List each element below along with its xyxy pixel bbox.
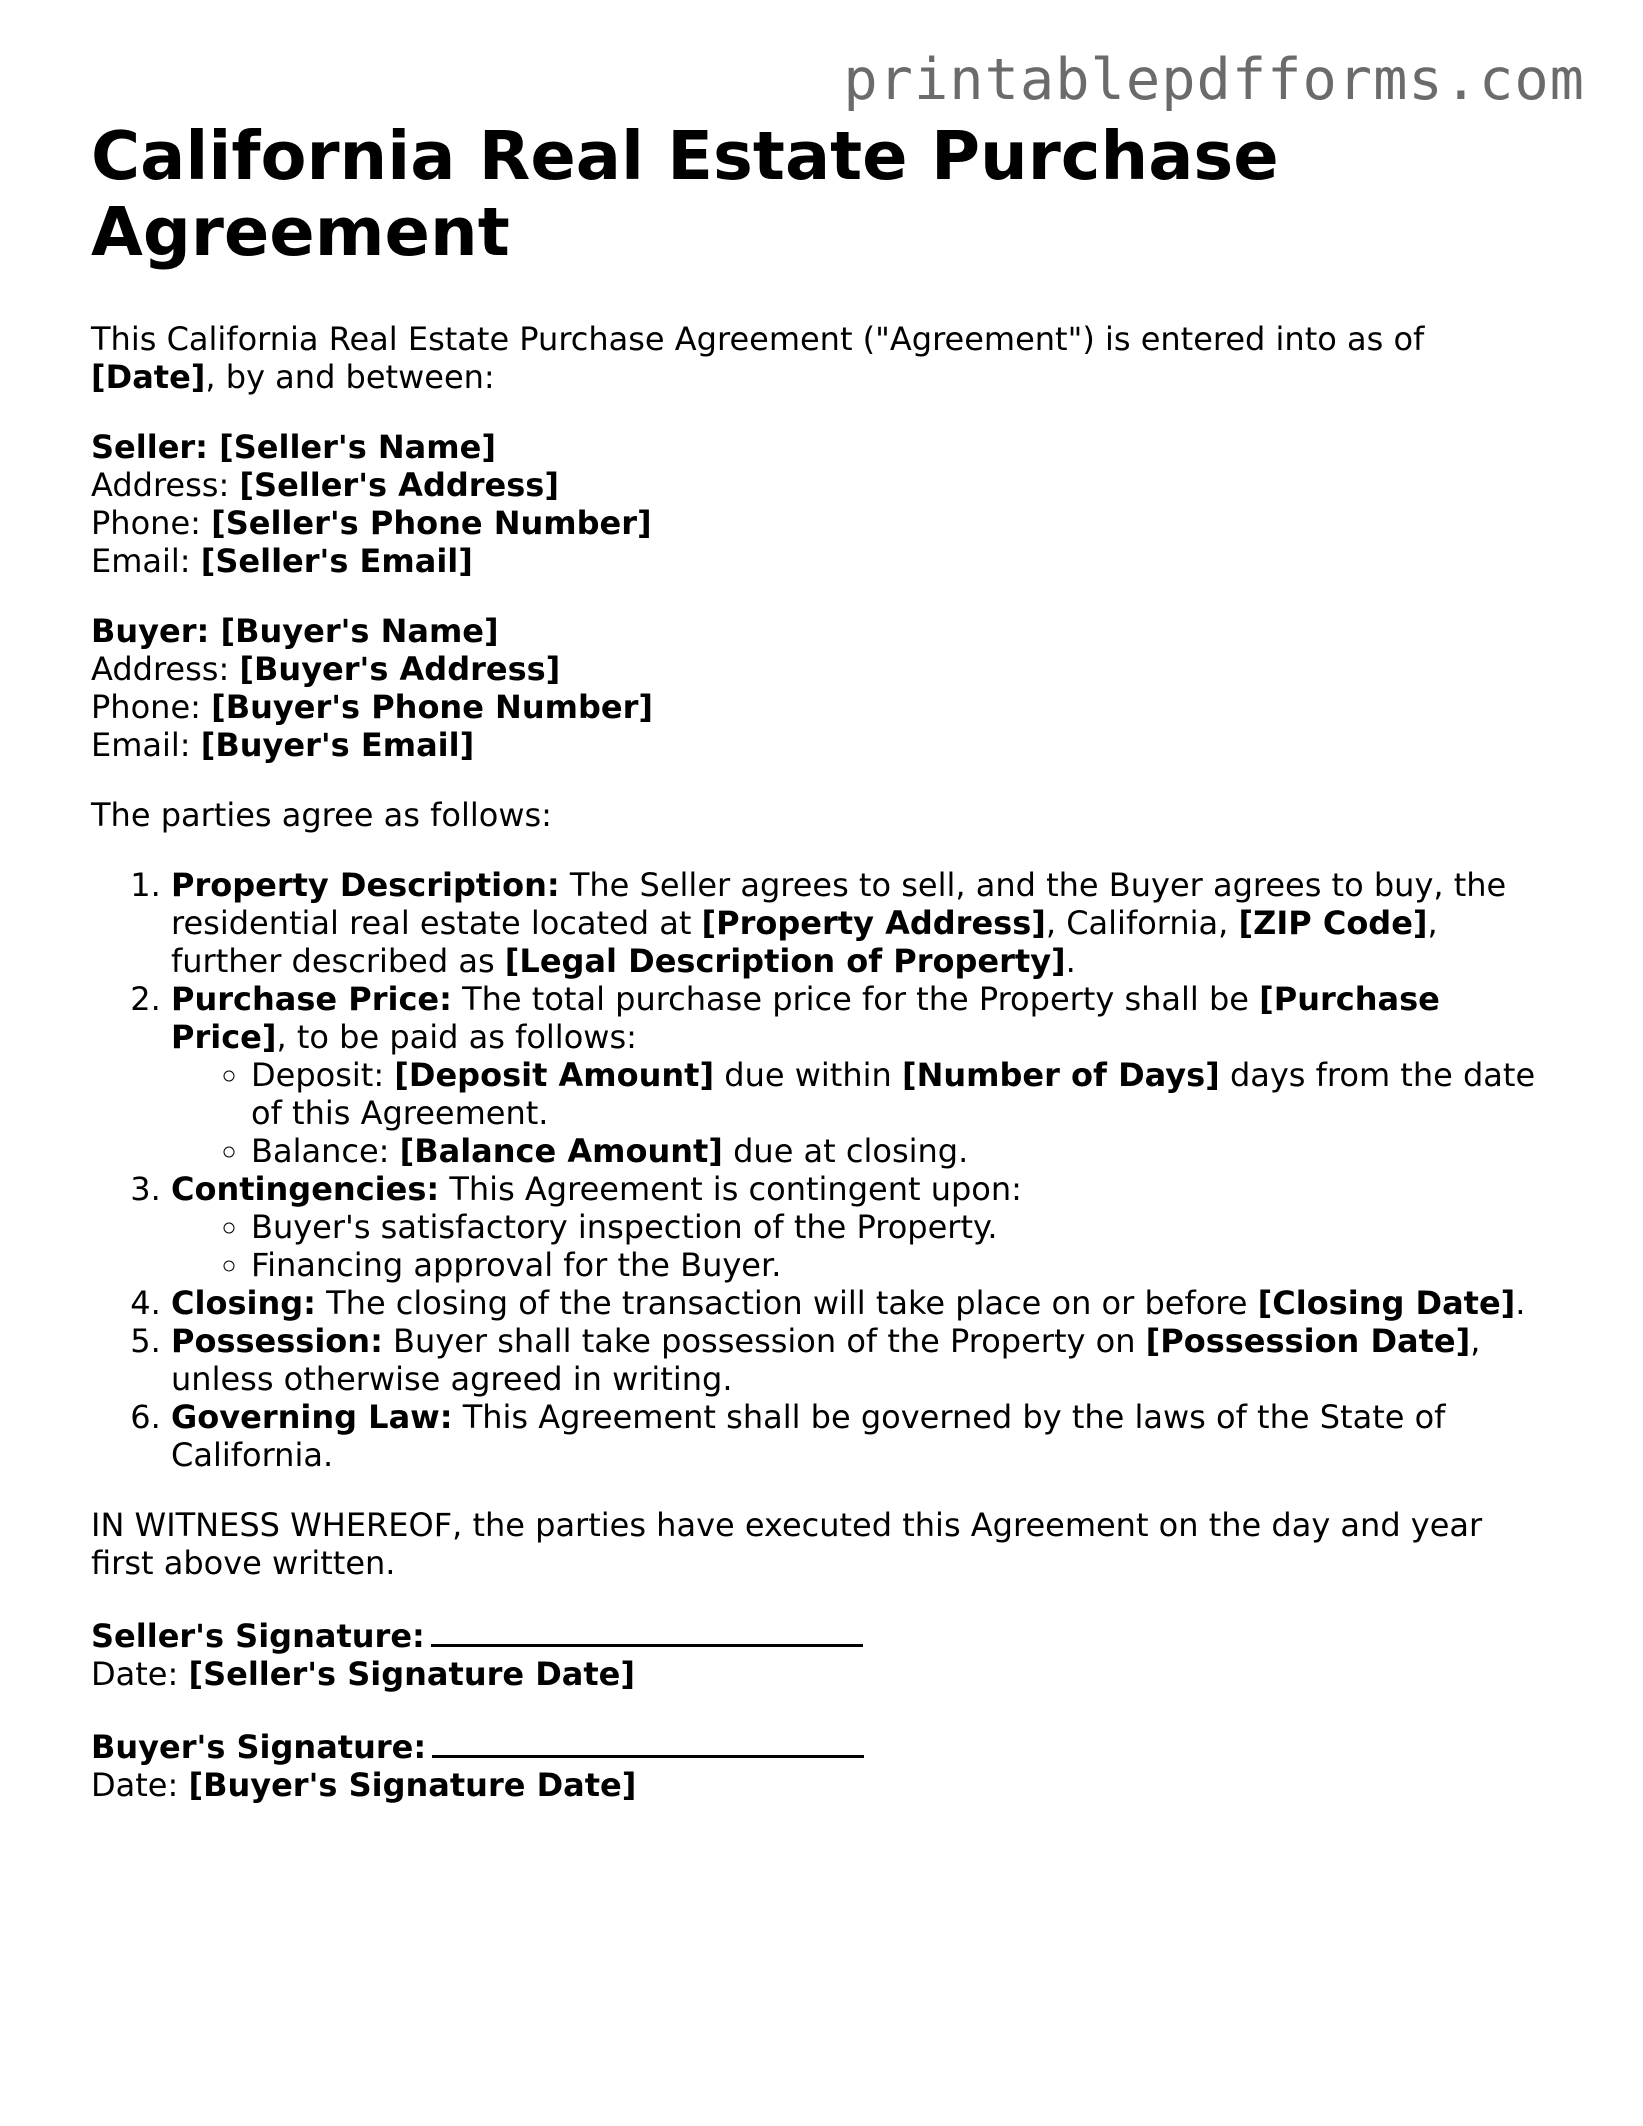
balance-label: Balance: bbox=[251, 1132, 400, 1170]
buyer-address-field: [Buyer's Address] bbox=[239, 650, 561, 688]
legal-description-field: [Legal Description of Property] bbox=[504, 942, 1066, 980]
number-of-days-field: [Number of Days] bbox=[901, 1056, 1220, 1094]
term-heading: Possession: bbox=[171, 1322, 383, 1360]
term-text: Buyer shall take possession of the Property on bbox=[382, 1322, 1146, 1360]
term-purchase-price bbox=[171, 980, 1551, 1170]
seller-signature-label: Seller's Signature: bbox=[91, 1617, 425, 1655]
seller-signature-block bbox=[91, 1614, 1551, 1693]
seller-phone-label: Phone: bbox=[91, 504, 212, 542]
term-property-description bbox=[171, 866, 1551, 980]
seller-signature-date-field: [Seller's Signature Date] bbox=[188, 1655, 635, 1693]
seller-signature-line bbox=[91, 1614, 1551, 1655]
document-page bbox=[91, 118, 1551, 1836]
buyer-name-line bbox=[91, 612, 1551, 650]
buyer-name-field: [Buyer's Name] bbox=[220, 612, 499, 650]
term-text: , further described as bbox=[171, 904, 1438, 980]
buyer-address-line bbox=[91, 650, 1551, 688]
term-text: This Agreement shall be governed by the laws of the State of California. bbox=[171, 1398, 1446, 1474]
buyer-phone-label: Phone: bbox=[91, 688, 212, 726]
witness-paragraph: IN WITNESS WHEREOF, the parties have executed this Agreement on the day and year first above written. bbox=[91, 1506, 1483, 1582]
term-text: The total purchase price for the Property shall be bbox=[451, 980, 1260, 1018]
buyer-address-label: Address: bbox=[91, 650, 240, 688]
term-text: , unless otherwise agreed in writing. bbox=[171, 1322, 1481, 1398]
closing-date-field: [Closing Date] bbox=[1257, 1284, 1516, 1322]
buyer-phone-field: [Buyer's Phone Number] bbox=[211, 688, 653, 726]
seller-signature-field[interactable] bbox=[431, 1614, 863, 1647]
seller-email-line bbox=[91, 542, 1551, 580]
zip-code-field: [ZIP Code] bbox=[1238, 904, 1428, 942]
balance-item bbox=[251, 1132, 1551, 1170]
seller-label: Seller: bbox=[91, 428, 220, 466]
term-closing bbox=[171, 1284, 1551, 1322]
payment-sublist bbox=[171, 1056, 1551, 1170]
seller-date-line bbox=[91, 1655, 1551, 1693]
term-governing-law bbox=[171, 1398, 1551, 1474]
intro-text-after: , by and between: bbox=[205, 358, 495, 396]
contingency-item: ◦ Buyer's satisfactory inspection of the Property. bbox=[251, 1208, 1551, 1246]
seller-address-label: Address: bbox=[91, 466, 240, 504]
term-text: days from the date of this Agreement. bbox=[251, 1056, 1536, 1132]
term-heading: Contingencies: bbox=[171, 1170, 440, 1208]
buyer-email-field: [Buyer's Email] bbox=[200, 726, 475, 764]
intro-text-before: This California Real Estate Purchase Agreement ("Agreement") is entered into as of bbox=[91, 320, 1425, 358]
buyer-info bbox=[91, 612, 1551, 764]
term-text: . bbox=[1065, 942, 1076, 980]
buyer-email-label: Email: bbox=[91, 726, 201, 764]
term-heading: Closing: bbox=[171, 1284, 316, 1322]
term-heading: Purchase Price: bbox=[171, 980, 452, 1018]
purchase-price-field: [Purchase Price] bbox=[171, 980, 1440, 1056]
seller-email-label: Email: bbox=[91, 542, 201, 580]
page-title: California Real Estate Purchase Agreement bbox=[91, 117, 1279, 271]
deposit-amount-field: [Deposit Amount] bbox=[394, 1056, 715, 1094]
term-text: due within bbox=[714, 1056, 902, 1094]
buyer-signature-label: Buyer's Signature: bbox=[91, 1728, 427, 1766]
seller-info bbox=[91, 428, 1551, 580]
term-text: , California, bbox=[1045, 904, 1239, 942]
seller-address-field: [Seller's Address] bbox=[239, 466, 559, 504]
buyer-date-line bbox=[91, 1766, 1551, 1804]
seller-phone-line bbox=[91, 504, 1551, 542]
contingencies-sublist bbox=[171, 1208, 1551, 1284]
contingency-item: ◦ Financing approval for the Buyer. bbox=[251, 1246, 1551, 1284]
seller-email-field: [Seller's Email] bbox=[200, 542, 473, 580]
buyer-phone-line bbox=[91, 688, 1551, 726]
buyer-email-line bbox=[91, 726, 1551, 764]
agree-paragraph: The parties agree as follows: bbox=[91, 796, 552, 834]
buyer-label: Buyer: bbox=[91, 612, 221, 650]
buyer-signature-line bbox=[91, 1725, 1551, 1766]
seller-address-line bbox=[91, 466, 1551, 504]
term-contingencies bbox=[171, 1170, 1551, 1284]
term-possession bbox=[171, 1322, 1551, 1398]
seller-phone-field: [Seller's Phone Number] bbox=[211, 504, 652, 542]
seller-name-line bbox=[91, 428, 1551, 466]
buyer-date-label: Date: bbox=[91, 1766, 189, 1804]
buyer-signature-field[interactable] bbox=[432, 1725, 864, 1758]
term-text: This Agreement is contingent upon: bbox=[439, 1170, 1022, 1208]
term-text: due at closing. bbox=[722, 1132, 969, 1170]
term-text: The Seller agrees to sell, and the Buyer agrees to buy, the residential real estate located at bbox=[171, 866, 1507, 942]
seller-date-label: Date: bbox=[91, 1655, 189, 1693]
agreement-date-field: [Date] bbox=[91, 358, 206, 396]
seller-name-field: [Seller's Name] bbox=[219, 428, 496, 466]
buyer-signature-block bbox=[91, 1725, 1551, 1804]
intro-paragraph bbox=[91, 320, 1551, 396]
watermark: printablepdfforms.com bbox=[843, 47, 1585, 113]
possession-date-field: [Possession Date] bbox=[1145, 1322, 1471, 1360]
term-text: The closing of the transaction will take place on or before bbox=[315, 1284, 1258, 1322]
term-heading: Property Description: bbox=[171, 866, 560, 904]
deposit-item bbox=[251, 1056, 1551, 1132]
balance-amount-field: [Balance Amount] bbox=[399, 1132, 723, 1170]
terms-list bbox=[91, 866, 1551, 1474]
term-heading: Governing Law: bbox=[171, 1398, 453, 1436]
term-text: , to be paid as follows: bbox=[276, 1018, 637, 1056]
property-address-field: [Property Address] bbox=[701, 904, 1046, 942]
buyer-signature-date-field: [Buyer's Signature Date] bbox=[188, 1766, 637, 1804]
term-text: . bbox=[1515, 1284, 1526, 1322]
deposit-label: Deposit: bbox=[251, 1056, 395, 1094]
